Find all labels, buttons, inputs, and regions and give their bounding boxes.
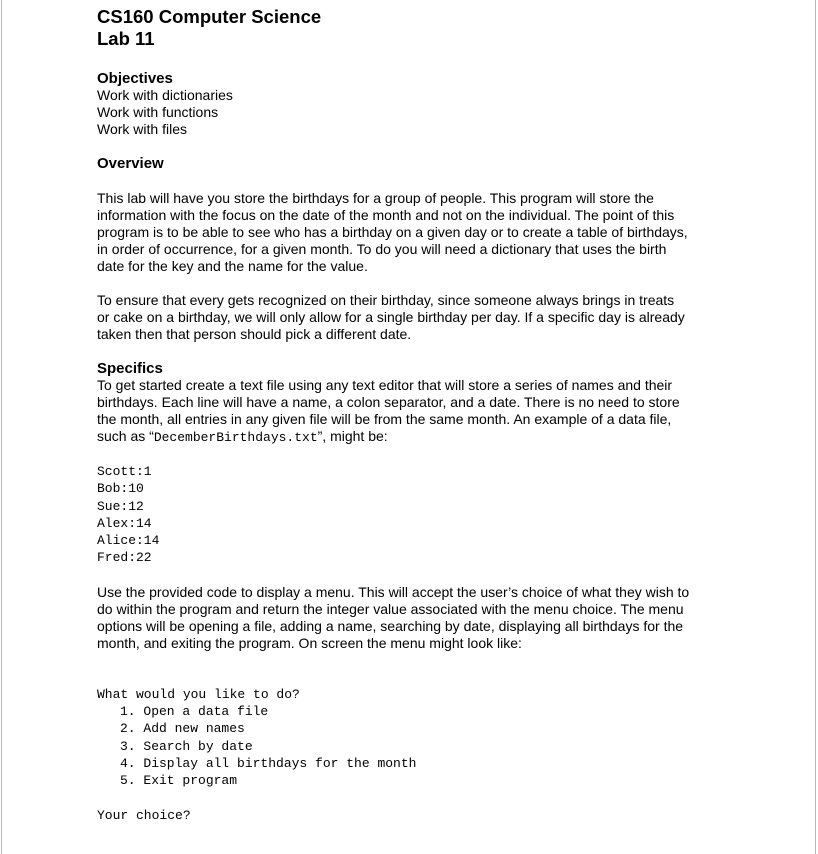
paragraph-line: program is to be able to see who has a birthday on a given day or to create a table of birthdays, xyxy=(97,224,688,240)
data-file-line: Alice:14 xyxy=(97,533,160,549)
paragraph-line: To get started create a text file using any text editor that will store a series of names and their xyxy=(97,377,673,393)
menu-item: 2. Add new names xyxy=(120,721,245,737)
data-file-line: Sue:12 xyxy=(97,498,144,514)
paragraph-line xyxy=(97,428,737,446)
lab-title: Lab 11 xyxy=(97,28,155,49)
menu-item: 3. Search by date xyxy=(120,738,253,754)
objective-item: Work with dictionaries xyxy=(97,87,233,103)
course-title: CS160 Computer Science xyxy=(97,6,322,27)
paragraph-line: Use the provided code to display a menu. This will accept the user’s choice of what they wish to xyxy=(97,583,690,600)
paragraph-line: the month, all entries in any given file will be from the same month. An example of a data file, xyxy=(97,411,672,427)
data-file-line: Bob:10 xyxy=(97,481,144,497)
data-file-line: Scott:1 xyxy=(97,464,152,479)
text-fragment: such as “ xyxy=(97,428,154,444)
paragraph-line: taken then that person should pick a different date. xyxy=(97,326,412,342)
paragraph-line: or cake on a birthday, we will only allow for a single birthday per day. If a specific day is already xyxy=(97,309,685,325)
specifics-paragraph-1 xyxy=(97,377,737,446)
menu-item: 1. Open a data file xyxy=(120,704,269,720)
specifics-paragraph-2 xyxy=(97,584,737,652)
objective-item: Work with files xyxy=(97,121,187,137)
paragraph-line: To ensure that every gets recognized on their birthday, since someone always brings in treats xyxy=(97,292,675,308)
menu-example xyxy=(97,686,737,790)
data-file-example xyxy=(97,463,737,567)
overview-heading: Overview xyxy=(97,155,164,172)
paragraph-line: in order of occurrence, for a given month. To do you will need a dictionary that uses the birth xyxy=(97,241,667,257)
text-fragment: ”, might be: xyxy=(317,428,388,444)
specifics-heading: Specifics xyxy=(97,360,163,377)
menu-item: 4. Display all birthdays for the month xyxy=(120,755,417,771)
menu-prompt: What would you like to do? xyxy=(97,686,300,702)
paragraph-line: This lab will have you store the birthdays for a group of people. This program will store the xyxy=(97,190,654,206)
page-edge-left xyxy=(1,0,2,854)
choice-prompt: Your choice? xyxy=(97,807,191,823)
data-file-line: Fred:22 xyxy=(97,550,152,566)
paragraph-line: information with the focus on the date of the month and not on the individual. The point of this xyxy=(97,207,675,223)
document-body xyxy=(97,6,737,824)
menu-item: 5. Exit program xyxy=(120,773,238,789)
paragraph-line: options will be opening a file, adding a name, searching by date, displaying all birthdays for the xyxy=(97,617,684,634)
objectives-heading: Objectives xyxy=(97,70,173,87)
page-edge-right xyxy=(815,0,816,854)
overview-paragraph-1 xyxy=(97,190,737,275)
paragraph-line: month, and exiting the program. On screen the menu might look like: xyxy=(97,634,522,651)
objective-item: Work with functions xyxy=(97,104,219,120)
filename: DecemberBirthdays.txt xyxy=(153,430,318,445)
paragraph-line: date for the key and the name for the value. xyxy=(97,258,368,274)
paragraph-line: do within the program and return the integer value associated with the menu choice. The menu xyxy=(97,600,684,617)
overview-paragraph-2 xyxy=(97,292,737,343)
data-file-line: Alex:14 xyxy=(97,515,152,531)
paragraph-line: birthdays. Each line will have a name, a colon separator, and a date. There is no need to store xyxy=(97,394,680,410)
